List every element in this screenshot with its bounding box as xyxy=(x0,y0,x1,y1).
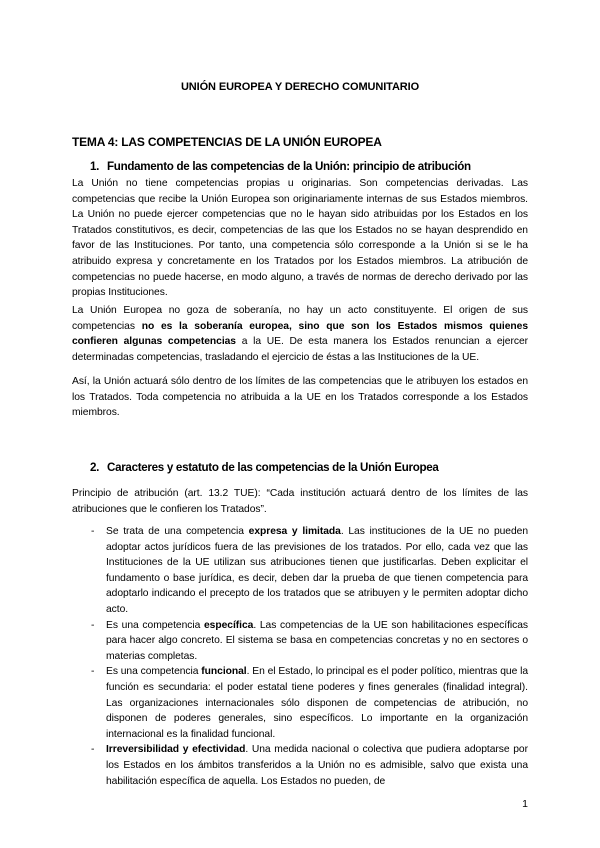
list-item-bold-text: funcional xyxy=(201,666,247,678)
section-1-title: Fundamento de las competencias de la Unión: principio de atribución xyxy=(107,160,471,173)
bullet-dash: - xyxy=(91,744,95,756)
list-item-text-start: Se trata de una competencia xyxy=(106,526,249,537)
list-item-text-end: . Una medida nacional o colectiva que pudiera adoptarse por los Estados en los ámbitos transferidos a la Unión no es admisible, salvo que exista una habilitación específica de aquella. Los Estados no pueden, de xyxy=(106,744,528,787)
section-1-paragraph-1: La Unión no tiene competencias propias u originarias. Son competencias derivadas. Las competencias que recibe la Unión Europea son originariamente internas de sus Estados miembros. La Unión no puede ejercer competencias que no le hayan sido atribuidas por los Estados en los Tratados constitutivos, es decir, competencias de las que los Estados no se hayan desprendido en favor de las Instituciones. Por tanto, una competencia sólo corresponde a la Unión si se le ha atribuido expresa y concretamente en los Tratados por los Estados miembros. La atribución de competencias no puede hacerse, en modo alguno, a través de normas de derecho derivado por las propias Instituciones. xyxy=(72,178,528,299)
bullet-dash: - xyxy=(91,526,95,537)
bullet-dash: - xyxy=(91,666,95,678)
list-item xyxy=(72,524,528,618)
document-title: UNIÓN EUROPEA Y DERECHO COMUNITARIO xyxy=(180,81,420,93)
section-1-number: 1. xyxy=(90,160,100,173)
section-2-number: 2. xyxy=(90,461,100,474)
section-1-paragraph-2 xyxy=(72,303,528,365)
list-item-text-end: . Las competencias de la UE son habilitaciones específicas para hacer algo concreto. El sistema se basa en competencias concretas y no en sectores o materias completas. xyxy=(106,619,528,662)
list-item-bold-text: expresa y limitada xyxy=(248,526,341,537)
list-item xyxy=(72,618,528,665)
list-item-text-end: . Las instituciones de la UE no pueden adoptar actos jurídicos fuera de las previsiones de los tratados. Por ello, cada vez que las Instituciones de la UE utilizan sus atribuciones tienen que justificarlas. Deben explicitar el fundamento o base jurídica, es decir, deben dar la prueba de que tienen competencia para adoptarlo indicando el precepto de los tratados que se atribuyen y le permiten adoptar dicho acto. xyxy=(106,526,529,615)
list-item xyxy=(72,664,528,742)
section-2-intro: Principio de atribución (art. 13.2 TUE): “Cada institución actuará dentro de los límites de las atribuciones que le confieren los Tratados”. xyxy=(72,488,528,515)
bullet-dash: - xyxy=(91,619,95,631)
list-item-bold-text: Irreversibilidad y efectividad xyxy=(106,744,246,756)
section-2-heading xyxy=(90,461,439,474)
paragraph-2-bold-text: no es la soberanía europea, sino que son los Estados mismos quienes confieren algunas competencias xyxy=(72,320,528,348)
section-1-paragraph-3: Así, la Unión actuará sólo dentro de los límites de las competencias que le atribuyen los estados en los Tratados. Toda competencia no atribuida a la UE en los Tratados corresponde a los Estados miembros. xyxy=(72,376,528,419)
tema-heading: TEMA 4: LAS COMPETENCIAS DE LA UNIÓN EUROPEA xyxy=(72,135,382,149)
section-2-title: Caracteres y estatuto de las competencias de la Unión Europea xyxy=(107,461,439,474)
list-item-bold-text: específica xyxy=(204,619,254,631)
list-item-text-start: Es una competencia xyxy=(106,666,202,678)
paragraph-2-text-end: a la UE. De esta manera los Estados renuncian a ejercer determinadas competencias, trasladando el ejercicio de éstas a las Instituciones de la UE. xyxy=(72,336,528,363)
list-item-text-end: . En el Estado, lo principal es el poder político, mientras que la función es secundaria: el poder estatal tiene poderes y fines generales (finalidad integral). Las organizaciones internacionales sólo disponen de competencias de atribución, no disponen de poderes generales, sino específicos. Lo importante en la organización internacional es la finalidad funcional. xyxy=(106,666,529,740)
section-1-heading xyxy=(90,160,471,173)
paragraph-2-text-start: La Unión Europea no goza de soberanía, no hay un acto constituyente. El origen de sus competencias xyxy=(72,305,528,332)
list-item xyxy=(72,742,528,789)
page-number: 1 xyxy=(522,798,528,810)
list-item-text-start: Es una competencia xyxy=(106,619,204,631)
characteristics-list xyxy=(72,524,528,789)
